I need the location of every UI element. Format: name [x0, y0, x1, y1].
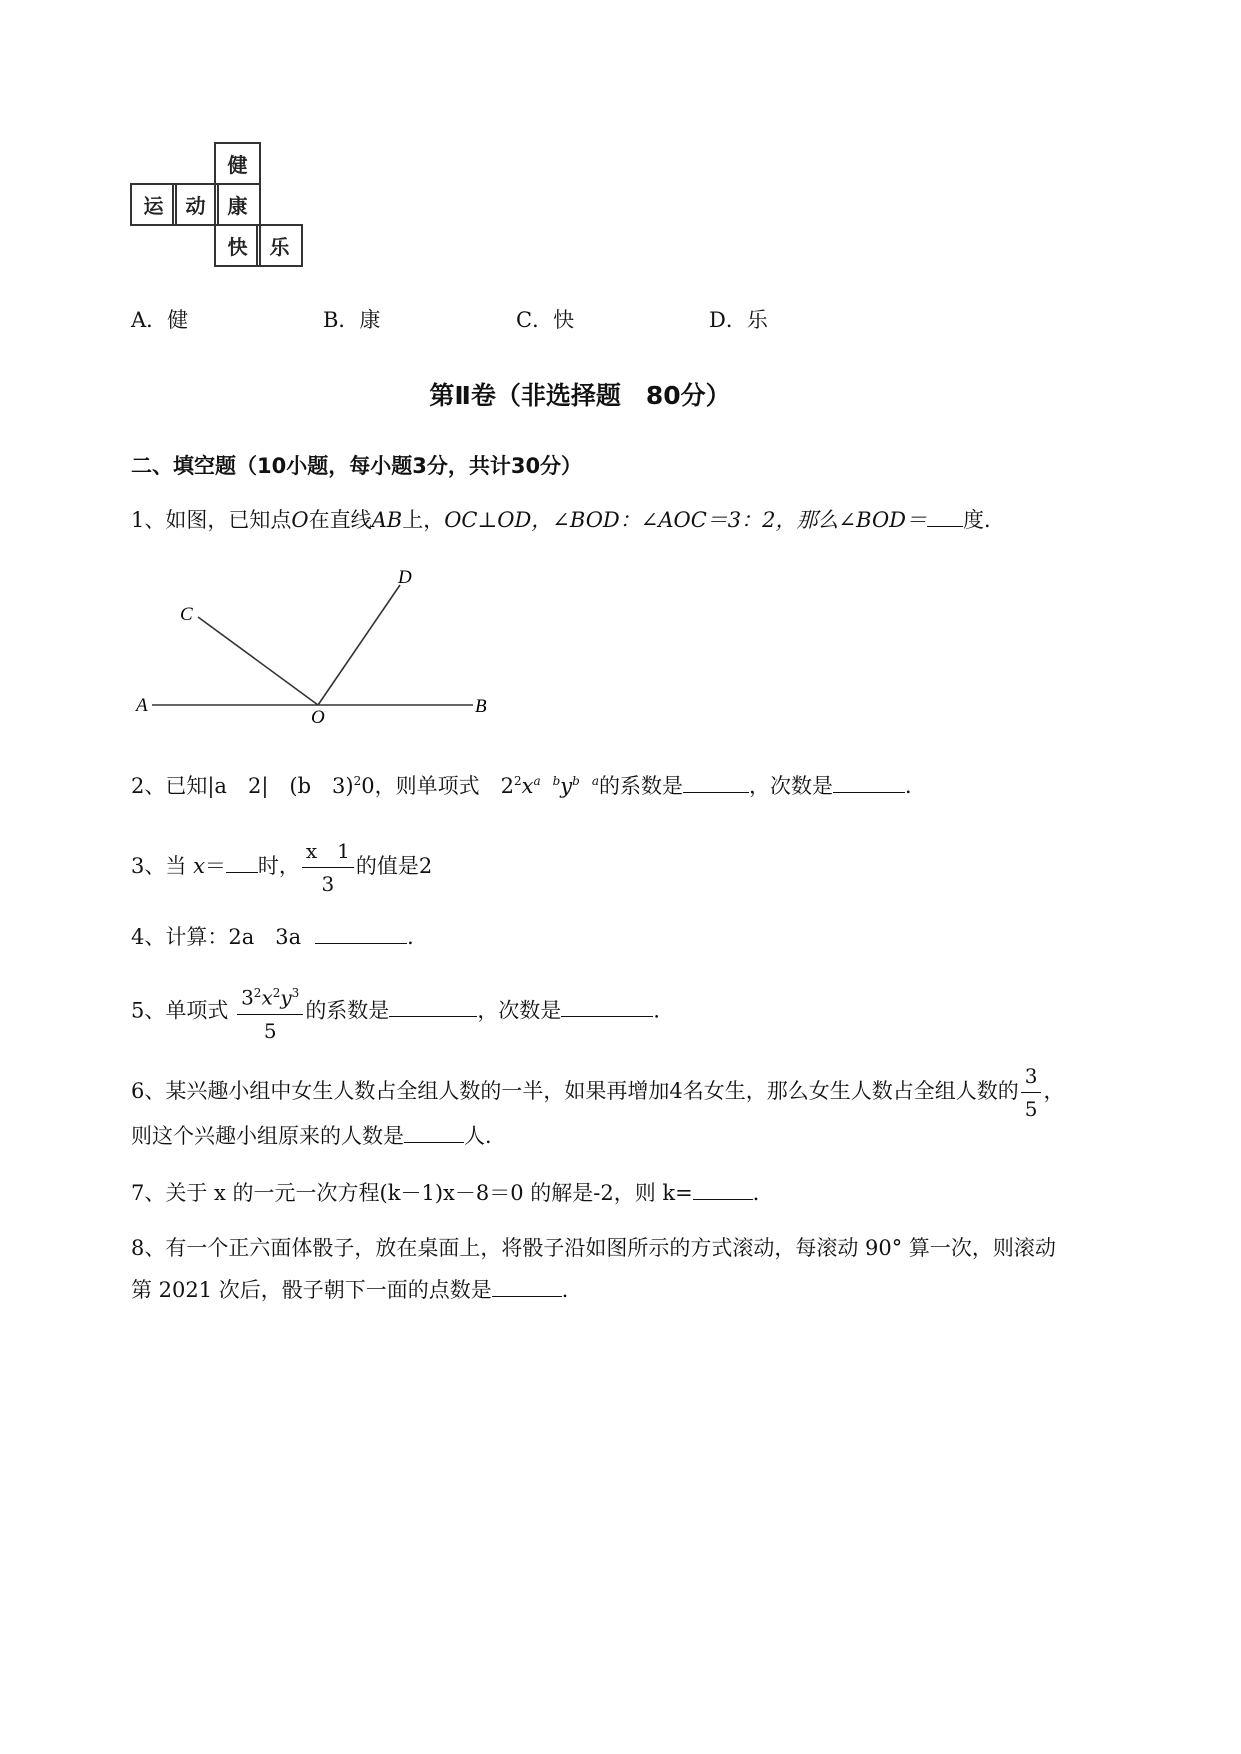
- net-cell-left2: 动: [172, 183, 219, 226]
- q5-num-x: x: [261, 985, 273, 1010]
- q7-answer-blank[interactable]: [693, 1181, 753, 1200]
- q6-line1: 6、某兴趣小组中女生人数占全组人数的一半，如果再增加4名女生，那么女生人数占全组人数的: [131, 1079, 1019, 1103]
- q3-text-a: 3、当: [131, 854, 187, 878]
- q5-text-c: ，次数是: [477, 998, 562, 1023]
- q4-text-a: 4、计算：2a: [131, 925, 255, 949]
- net-cell-bottom-right: 乐: [256, 224, 303, 267]
- q3-denominator: 3: [321, 872, 335, 896]
- question-5: [131, 980, 674, 1044]
- q1-line-ab: AB: [371, 508, 403, 532]
- q2-text-b: 0，则单项式 2: [361, 774, 514, 798]
- question-8-line-1: [131, 1238, 1056, 1259]
- q6-numerator: 3: [1021, 1063, 1042, 1093]
- q3-numerator: x 1: [302, 838, 354, 868]
- option-d[interactable]: D．乐: [709, 308, 768, 332]
- q5-text-d: ．: [653, 998, 675, 1023]
- q5-degree-blank[interactable]: [561, 998, 653, 1017]
- question-6-line-2: [131, 1124, 506, 1147]
- ray-oc: [198, 617, 318, 705]
- q5-num-y: y: [280, 985, 292, 1010]
- q6-answer-blank[interactable]: [404, 1124, 464, 1143]
- label-d: D: [398, 567, 412, 588]
- q7-text-a: 7、关于 x 的一元一次方程(k－1)x－8＝0 的解是-2，则 k=: [131, 1181, 693, 1205]
- q6-fraction: [1021, 1063, 1042, 1122]
- q6-line2b: 人．: [464, 1124, 506, 1148]
- q1-condition: OC⊥OD，∠BOD：∠AOC＝3：2，那么∠BOD＝: [444, 508, 927, 532]
- q2-sup-b: 2: [513, 774, 522, 788]
- q1-text-b: 在直线: [308, 508, 372, 532]
- q7-text-b: ．: [752, 1181, 774, 1205]
- question-8-line-2: [131, 1278, 583, 1301]
- q2-sup-d: b a: [572, 774, 600, 788]
- net-cell-top: 健: [214, 142, 261, 185]
- label-a: A: [136, 695, 148, 716]
- q5-num-base: 3: [241, 985, 254, 1010]
- q8-line1: 8、有一个正六面体骰子，放在桌面上，将骰子沿如图所示的方式滚动，每滚动 90° 算一次，则滚动: [131, 1236, 1056, 1260]
- q8-line2a: 第 2021 次后，骰子朝下一面的点数是: [131, 1278, 492, 1302]
- q3-answer-blank[interactable]: [226, 854, 258, 873]
- q8-answer-blank[interactable]: [492, 1278, 562, 1297]
- net-cell-center: 康: [214, 183, 261, 226]
- q5-text-a: 5、单项式: [131, 998, 229, 1023]
- q4-text-c: ．: [407, 925, 429, 949]
- q5-numerator: [237, 980, 303, 1015]
- label-o: O: [311, 707, 325, 728]
- q2-x: x: [521, 774, 534, 798]
- option-c[interactable]: C．快: [516, 308, 575, 332]
- label-c: C: [180, 604, 193, 625]
- q5-fraction: [237, 980, 303, 1044]
- q4-answer-blank[interactable]: [315, 925, 407, 944]
- q3-text-d: 的值是2: [355, 854, 433, 878]
- q2-text-d: ，次数是: [749, 774, 834, 798]
- option-a[interactable]: A．健: [131, 308, 189, 332]
- q6-comma: ，: [1043, 1079, 1065, 1103]
- q6-denominator: 5: [1024, 1097, 1038, 1121]
- q3-fraction: [302, 838, 354, 897]
- q1-angle-figure: [128, 560, 498, 730]
- q5-denominator: 5: [263, 1018, 277, 1043]
- q8-line2b: ．: [561, 1278, 583, 1302]
- q1-point-o: O: [291, 508, 309, 532]
- q1-text-d: 度．: [963, 508, 1005, 532]
- ray-od: [318, 585, 400, 705]
- q2-text-a: 2、已知|a 2| (b 3): [131, 774, 354, 798]
- question-3: [131, 838, 432, 897]
- question-1: [131, 508, 1005, 531]
- q1-text-c: 上，: [402, 508, 445, 532]
- q2-sup-c: a b: [533, 774, 561, 788]
- q3-text-b: ＝: [204, 854, 226, 878]
- q5-num-sup3: 3: [291, 986, 300, 1000]
- cube-net-figure: [128, 140, 304, 270]
- q1-text-a: 1、如图，已知点: [131, 508, 292, 532]
- q5-num-sup1: 2: [253, 986, 262, 1000]
- q2-sup-a: 2: [353, 774, 362, 788]
- q3-x: x: [193, 854, 205, 878]
- label-b: B: [475, 696, 487, 717]
- q5-num-sup2: 2: [272, 986, 281, 1000]
- question-6-line-1: [131, 1063, 1064, 1122]
- q2-y: y: [560, 774, 573, 798]
- q2-coefficient-blank[interactable]: [683, 774, 749, 793]
- part-title: 第Ⅱ卷（非选择题 80分）: [429, 381, 731, 410]
- q4-text-b: 3a: [275, 925, 302, 949]
- q1-answer-blank[interactable]: [927, 508, 963, 527]
- q2-text-e: ．: [905, 774, 927, 798]
- q6-line2a: 则这个兴趣小组原来的人数是: [131, 1124, 404, 1148]
- question-2: [131, 774, 926, 797]
- net-cell-bottom: 快: [214, 224, 261, 267]
- question-4: [131, 925, 428, 948]
- q5-coefficient-blank[interactable]: [389, 998, 477, 1017]
- section-heading: 二、填空题（10小题，每小题3分，共计30分）: [131, 454, 583, 478]
- option-b[interactable]: B．康: [323, 308, 381, 332]
- q2-text-c: 的系数是: [599, 774, 684, 798]
- question-7: [131, 1181, 774, 1204]
- q2-degree-blank[interactable]: [833, 774, 905, 793]
- q5-text-b: 的系数是: [305, 998, 390, 1023]
- q3-text-c: 时，: [257, 854, 300, 878]
- net-cell-left1: 运: [130, 183, 177, 226]
